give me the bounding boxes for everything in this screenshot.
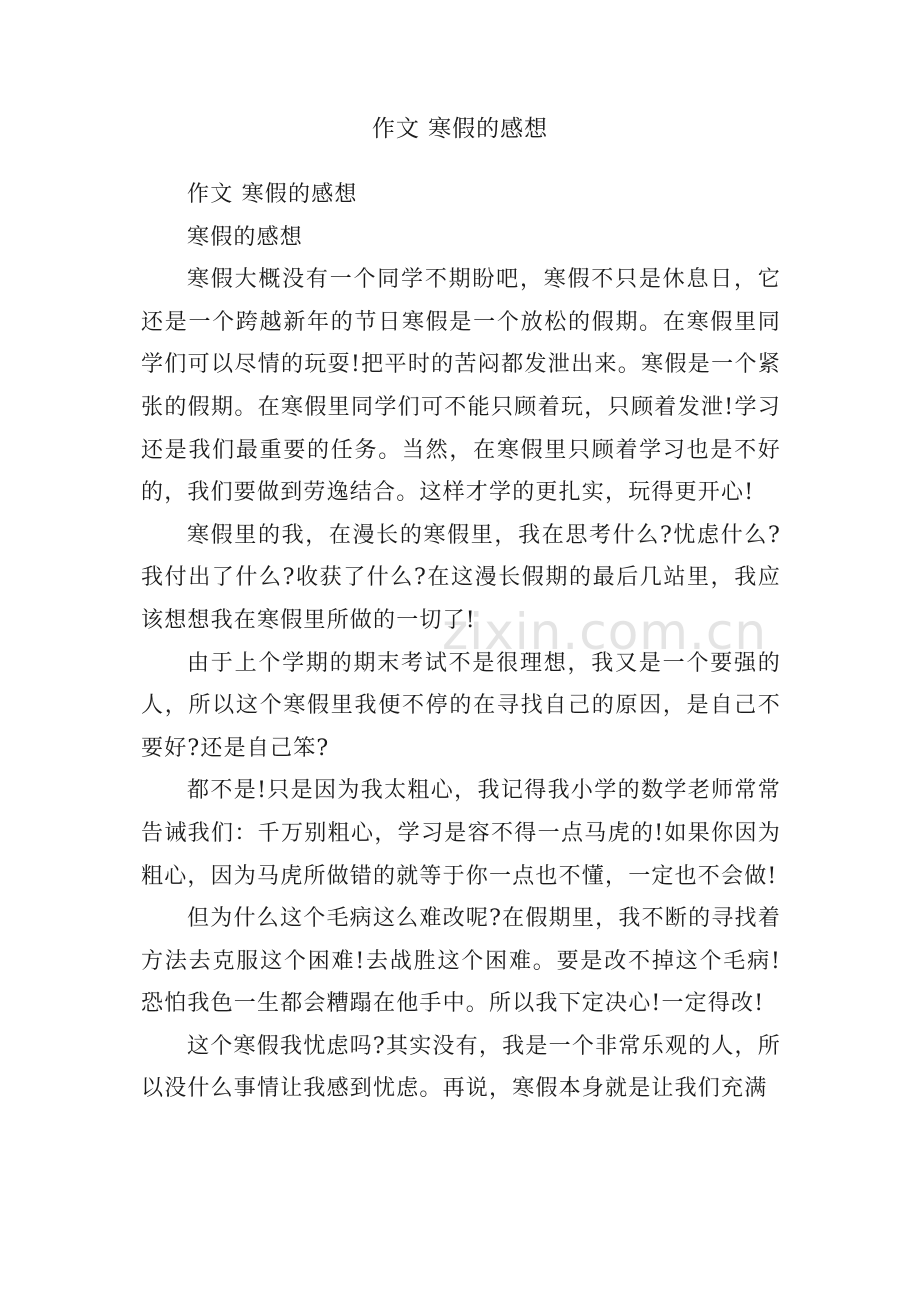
paragraph: 这个寒假我忧虑吗?其实没有，我是一个非常乐观的人，所以没什么事情让我感到忧虑。再说，寒假本身就是让我们充满 (141, 1033, 781, 1102)
paragraph: 都不是!只是因为我太粗心，我记得我小学的数学老师常常告诫我们：千万别粗心，学习是容不得一点马虎的!如果你因为粗心，因为马虎所做错的就等于你一点也不懂，一定也不会做! (141, 778, 781, 889)
paragraph: 寒假里的我，在漫长的寒假里，我在思考什么?忧虑什么?我付出了什么?收获了什么?在这漫长假期的最后几站里，我应该想想我在寒假里所做的一切了! (141, 522, 781, 633)
document-title: 作文 寒假的感想 (371, 116, 549, 142)
paragraph: 由于上个学期的期末考试不是很理想，我又是一个要强的人，所以这个寒假里我便不停的在寻找自己的原因，是自己不要好?还是自己笨? (141, 650, 781, 761)
paragraph: 寒假大概没有一个同学不期盼吧，寒假不只是休息日，它还是一个跨越新年的节日寒假是一个放松的假期。在寒假里同学们可以尽情的玩耍!把平时的苦闷都发泄出来。寒假是一个紧张的假期。在寒假里同学们可不能只顾着玩，只顾着发泄!学习还是我们最重要的任务。当然，在寒假里只顾着学习也是不好的，我们要做到劳逸结合。这样才学的更扎实，玩得更开心! (141, 267, 781, 506)
watermark: zixin.com.cn (442, 603, 768, 661)
heading-line: 作文 寒假的感想 (187, 182, 358, 207)
document-body (141, 174, 781, 1111)
subheading-line: 寒假的感想 (187, 224, 304, 250)
paragraph: 但为什么这个毛病这么难改呢?在假期里，我不断的寻找着方法去克服这个困难!去战胜这个困难。要是改不掉这个毛病!恐怕我色一生都会糟蹋在他手中。所以我下定决心!一定得改! (141, 906, 781, 1017)
